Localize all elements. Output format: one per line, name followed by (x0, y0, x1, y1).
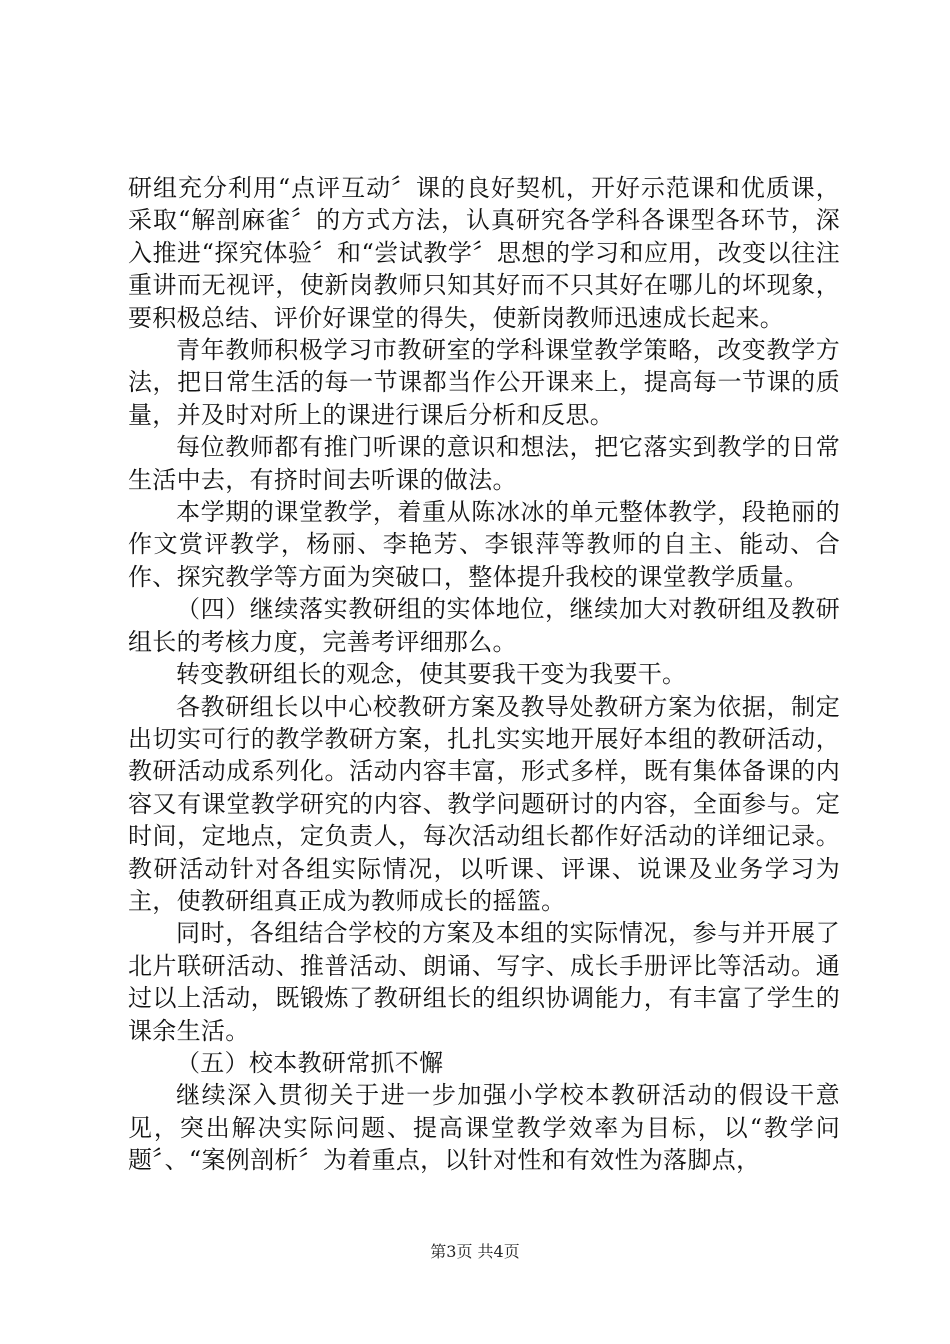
paragraph-6: 转变教研组长的观念，使其要我干变为我要干。 (176, 660, 687, 689)
paragraph-10: 继续深入贯彻关于进一步加强小学校本教研活动的假设干意见，突出解决实际问题、提高课堂教学效率为目标，以“教学问题〞、“案例剖析〞为着重点，以针对性和有效性为落脚点， (128, 1081, 840, 1175)
section-heading-5: （五）校本教研常抓不懈 (176, 1048, 444, 1077)
paragraph-8: 同时，各组结合学校的方案及本组的实际情况，参与并开展了北片联研活动、推普活动、朗诵、写字、成长手册评比等活动。通过以上活动，既锻炼了教研组长的组织协调能力，有丰富了学生的课余生活。 (128, 919, 840, 1045)
page-footer: 第3页 共4页 (430, 1242, 520, 1261)
paragraph-1: 研组充分利用“点评互动〞课的良好契机，开好示范课和优质课，采取“解剖麻雀〞的方式方法，认真研究各学科各课型各环节，深入推进“探究体验〞和“尝试教学〞思想的学习和应用，改变以往注重讲而无视评，使新岗教师只知其好而不只其好在哪儿的坏现象，要积极总结、评价好课堂的得失，使新岗教师迅速成长起来。 (128, 174, 840, 332)
paragraph-3: 每位教师都有推门听课的意识和想法，把它落实到教学的日常生活中去，有挤时间去听课的做法。 (128, 433, 840, 494)
paragraph-4: 本学期的课堂教学，着重从陈冰冰的单元整体教学，段艳丽的作文赏评教学，杨丽、李艳芳、李银萍等教师的自主、能动、合作、探究教学等方面为突破口，整体提升我校的课堂教学质量。 (128, 498, 840, 591)
paragraph-2: 青年教师积极学习市教研室的学科课堂教学策略，改变教学方法，把日常生活的每一节课都当作公开课来上，提高每一节课的质量，并及时对所上的课进行课后分析和反思。 (128, 336, 840, 429)
paragraph-7: 各教研组长以中心校教研方案及教导处教研方案为依据，制定出切实可行的教学教研方案，扎扎实实地开展好本组的教研活动，教研活动成系列化。活动内容丰富，形式多样，既有集体备课的内容又有课堂教学研究的内容、教学问题研讨的内容，全面参与。定时间，定地点，定负责人，每次活动组长都作好活动的详细记录。教研活动针对各组实际情况，以听课、评课、说课及业务学习为主，使教研组真正成为教师成长的摇篮。 (128, 692, 840, 915)
document-body (128, 172, 840, 1177)
section-heading-4: （四）继续落实教研组的实体地位，继续加大对教研组及教研组长的考核力度，完善考评细那么。 (128, 595, 840, 656)
